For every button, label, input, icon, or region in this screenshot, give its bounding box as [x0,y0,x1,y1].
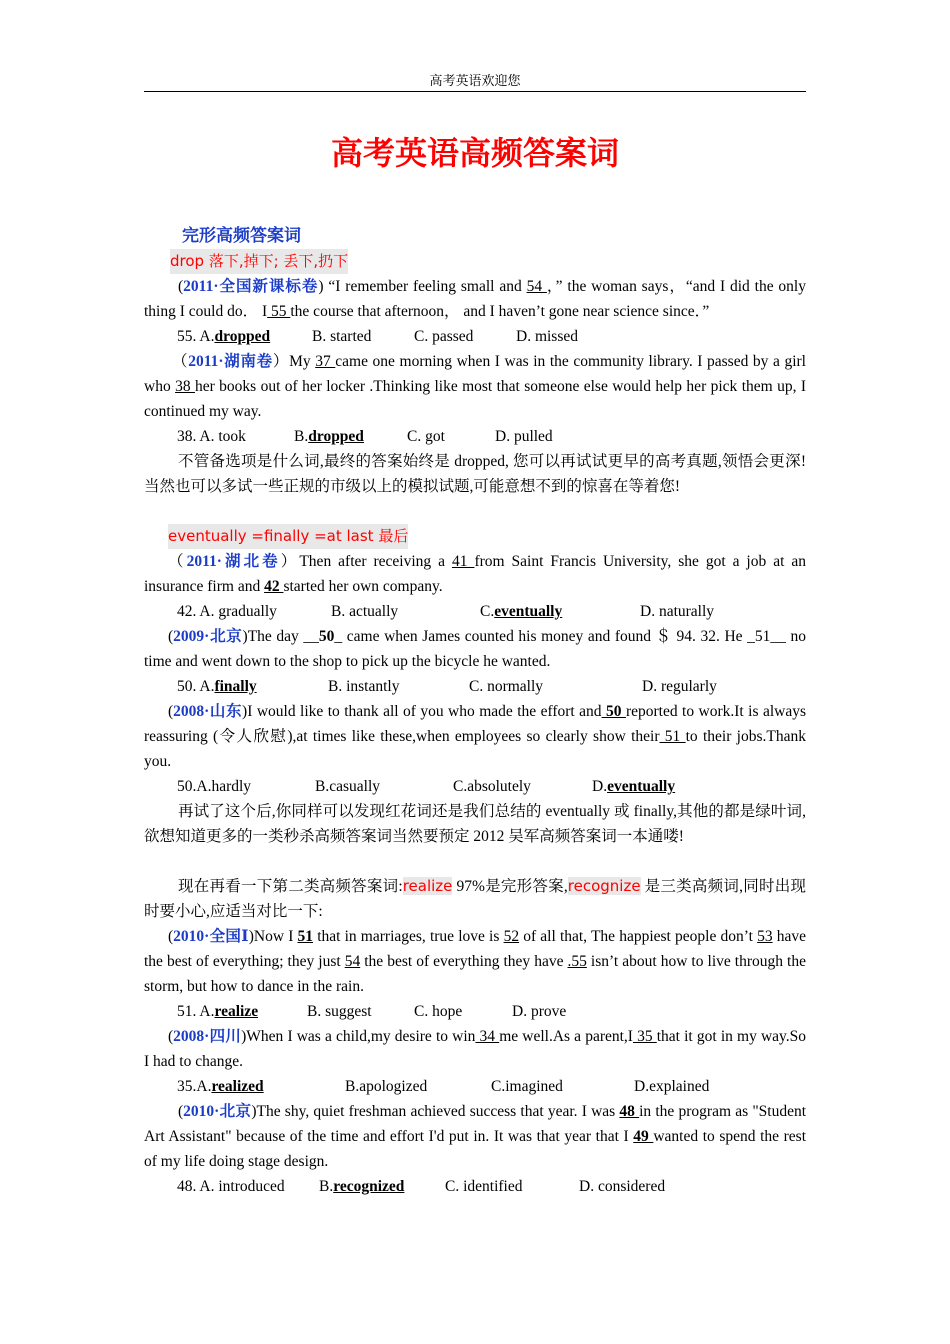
answer-word: recognized [333,1178,405,1195]
intro-paragraph: 现在再看一下第二类高频答案词:realize 97%是完形答案,recognize 是三类高频词,同时出现时要小心,应适当对比一下: [144,877,806,920]
source-label: 2011·湖北卷 [186,553,281,570]
option-d: D.explained [634,1078,710,1095]
option-a: 38. A. took [177,428,246,445]
answer-word: realized [211,1078,264,1095]
passage-text: The day __ [247,628,319,645]
passage-text: her books out of her locker .Thinking like most that someone else would help her pick them up, I continued my way. [144,378,806,420]
blank-54: 54 [344,953,361,970]
source-label: 2011·湖南卷 [188,353,273,370]
note-paragraph: 不管备选项是什么词,最终的答案始终是 dropped, 您可以再试试更早的高考真题,领悟会更深!当然也可以多试一些正规的市级以上的模拟试题,可能意想不到的惊喜在等着您! [144,453,806,495]
passage-text: reported to work.It is always reassuring (令人欣慰),at times like these,when employees so clearly show their [144,703,806,745]
source-label: 2008·四川 [173,1028,242,1045]
passage-text: ，” the woman says，“and I did the only thing I could do． I [144,278,806,320]
passage-text: that in marriages, true love is [313,928,504,945]
source-label: 2011·全国新课标卷 [183,278,319,295]
options-50b [144,774,806,799]
headword-drop: drop 落下,掉下; 丢下,扔下 [170,249,348,274]
option-b: B.dropped [294,424,407,449]
passage-text: Now I [253,928,298,945]
note-paragraph: 再试了这个后,你同样可以发现红花词还是我们总结的 eventually 或 finally,其他的都是绿叶词,欲想知道更多的一类秒杀高频答案词当然要预定 2012 吴军高频答案词一本通喽! [144,803,806,845]
passage-text: My [289,353,316,370]
option-d: D. missed [516,328,578,345]
option-b: B. started [312,328,372,345]
option-a: 48. A. introduced [177,1178,285,1195]
passage-text: The shy, quiet freshman achieved success that year. I was [256,1103,620,1120]
source-label: 2010·全国Ⅰ [173,928,249,945]
passage-text: isn’t about how to live through the storm, but how to dance in the rain. [144,953,806,995]
question-2008-sichuan: (2008·四川)When I was a child,my desire to win 34 me well.As a parent,I 35 that it got in my way.So I had to change. [144,1028,807,1070]
passage-text: from Saint Francis University, she got a job at an insurance firm and [144,553,806,595]
blank-50: 50 [318,628,335,645]
answer-word: eventually [607,778,676,795]
answer-word: finally [214,678,257,695]
answer-word: eventually [494,603,563,620]
question-2008-shandong: (2008·山东)I would like to thank all of you who made the effort and 50 reported to work.It is always reassuring (令人欣慰),at times like these,when employees so clearly show their 51 to their jobs.Thank you. [144,703,806,770]
passage-text: in the program as "Student Art Assistant" because of the time and effort I'd put in. It was that year that I [144,1103,807,1145]
question-2011-national: (2011·全国新课标卷) “I remember feeling small and 54 ，” the woman says，“and I did the only thing I could do． I 55 the course that afternoon， and I haven’t gone near science since．” [144,278,806,320]
option-a: 55. A.dropped [177,324,312,349]
option-a: 51. A.realize [177,999,307,1024]
passage-text: came one morning when I was in the community library. I passed by a girl who [144,353,806,395]
passage-text: the course that afternoon， and I haven’t gone near science since．” [290,303,710,320]
question-2011-hunan: （2011·湖南卷）My 37 came one morning when I was in the community library. I passed by a girl who 38 her books out of her locker .Thinking like most that someone else would help her pick them up, I continued my way. [144,353,806,420]
options-48 [144,1174,806,1199]
option-a: 50. A.finally [177,674,328,699]
option-b: B.recognized [319,1174,445,1199]
passage-text: When I was a child,my desire to win [246,1028,476,1045]
option-c: C.eventually [480,599,640,624]
blank-38: 38 [175,378,195,395]
option-b: B.apologized [345,1078,428,1095]
blank-53: 53 [757,928,773,945]
blank-52: 52 [503,928,520,945]
passage-text: I would like to thank all of you who made the effort and [247,703,602,720]
option-d: D. prove [512,1003,567,1020]
question-2011-hubei: （2011·湖北卷）Then after receiving a 41 from Saint Francis University, she got a job at an insurance firm and 42 started her own company. [144,553,806,595]
blank-55: .55 [567,953,587,970]
option-b: B.casually [315,778,380,795]
option-d: D. regularly [642,678,717,695]
blank-50: 50 [601,703,626,720]
question-2010-beijing: (2010·北京)The shy, quiet freshman achieved success that year. I was 48 in the program as "Student Art Assistant" because of the time and effort I'd put in. It was that year that I 49 wanted to spend the rest of my life doing stage design. [144,1103,807,1170]
answer-word: realize [214,1003,259,1020]
option-c: C. passed [414,328,474,345]
highlight-recognize: recognize [567,877,641,895]
option-c: C.imagined [491,1078,563,1095]
blank-55: 55 [267,303,291,320]
blank-51: 51 [659,728,686,745]
passage-text: me well.As a parent,I [499,1028,633,1045]
blank-37: 37 [315,353,336,370]
blank-35: 35 [632,1028,657,1045]
passage-text: that it got in my way.So I had to change. [144,1028,807,1070]
option-b: B. actually [331,603,399,620]
options-50 [144,674,806,699]
option-d: D. considered [579,1178,666,1195]
section-heading: 完形高频答案词 [182,226,301,246]
headword-eventually: eventually =finally =at last 最后 [168,524,408,549]
options-42 [144,599,806,624]
answer-word: dropped [308,428,364,445]
blank-49: 49 [633,1128,654,1145]
options-55 [144,324,806,349]
question-2010-national1: (2010·全国Ⅰ)Now I 51 that in marriages, true love is 52 of all that, The happiest people don’t 53 have the best of everything; they just 54 the best of everything they have .55 isn’t about how to live through the storm, but how to dance in the rain. [144,928,807,995]
blank-42: 42 [264,578,284,595]
options-38 [144,424,806,449]
headword-line [144,524,806,549]
source-label: 2010·北京 [183,1103,252,1120]
passage-text: wanted to spend the rest of my life doing stage design. [144,1128,807,1170]
option-c: C. normally [469,678,544,695]
passage-text: have the best of everything; they just [144,928,807,970]
blank-51: 51 [297,928,314,945]
option-c: C.absolutely [453,778,531,795]
source-label: 2008·山东 [173,703,243,720]
page-header: 高考英语欢迎您 [144,70,806,92]
document-body [144,224,806,1199]
passage-text: of all that, The happiest people don’t [519,928,758,945]
blank-48: 48 [619,1103,640,1120]
blank-54: 54 [526,278,547,295]
option-c: C. got [407,428,445,445]
option-a: 42. A. gradually [177,603,277,620]
option-c: C. hope [414,1003,463,1020]
option-a: 35.A.realized [177,1074,345,1099]
option-d: D. pulled [495,428,553,445]
option-b: B. suggest [307,1003,372,1020]
blank-34: 34 [475,1028,500,1045]
passage-text: Then after receiving a [299,553,452,570]
page-title: 高考英语高频答案词 [330,134,619,172]
source-label: 2009·北京 [173,628,243,645]
option-d: D.eventually [592,774,675,799]
option-a: 50.A.hardly [177,778,252,795]
option-d: D. naturally [640,603,715,620]
option-c: C. identified [445,1178,523,1195]
passage-text: started her own company. [283,578,443,595]
passage-text: _ came when James counted his money and found ＄ 94. 32. He _51__ no time and went down to the shop to pick up the bicycle he wanted. [144,628,807,670]
passage-text: “I remember feeling small and [328,278,527,295]
option-b: B. instantly [328,678,400,695]
headword-line [144,249,806,274]
blank-41: 41 [451,553,475,570]
passage-text: the best of everything they have [360,953,568,970]
options-51 [144,999,806,1024]
passage-text: to their jobs.Thank you. [144,728,806,770]
highlight-realize: realize [402,877,453,895]
answer-word: dropped [214,328,271,345]
question-2009-beijing: (2009·北京)The day __50_ came when James counted his money and found ＄ 94. 32. He _51__ no time and went down to the shop to pick up the bicycle he wanted. [144,628,807,670]
options-35 [144,1074,806,1099]
